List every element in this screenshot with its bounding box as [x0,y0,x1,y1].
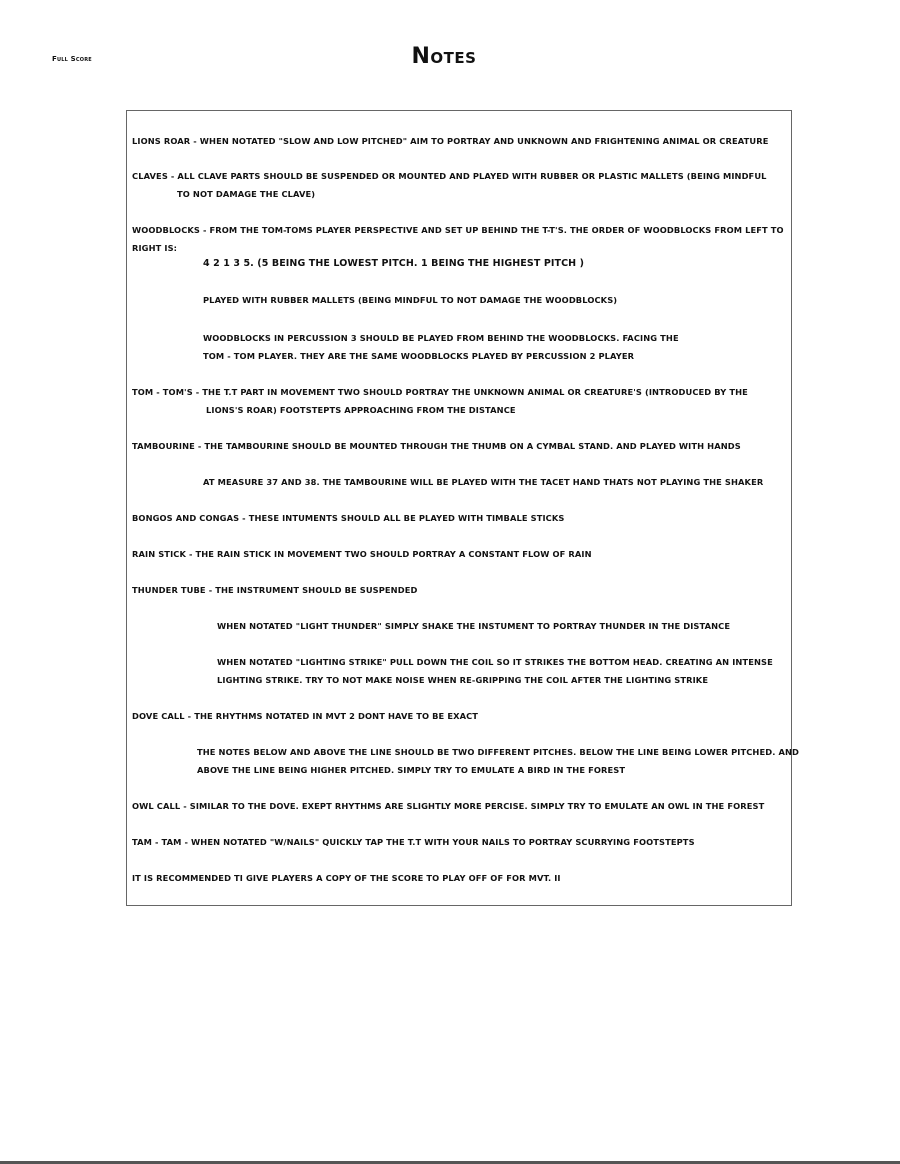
note-line: RIGHT IS: [132,243,178,253]
note-line: DOVE CALL - THE RHYTHMS NOTATED IN MVT 2 DONT HAVE TO BE EXACT [132,711,479,721]
note-line: IT IS RECOMMENDED TI GIVE PLAYERS A COPY OF THE SCORE TO PLAY OFF OF FOR MVT. II [132,873,561,883]
page-title: Notes [411,44,477,69]
note-line: AT MEASURE 37 AND 38. THE TAMBOURINE WILL BE PLAYED WITH THE TACET HAND THATS NOT PLAYING THE SHAKER [203,477,764,487]
full-score-label: Full Score [52,55,92,63]
note-line: CLAVES - ALL CLAVE PARTS SHOULD BE SUSPENDED OR MOUNTED AND PLAYED WITH RUBBER OR PLASTIC MALLETS (BEING MINDFUL [132,171,767,181]
note-line: LIONS'S ROAR) FOOTSTEPTS APPROACHING FROM THE DISTANCE [206,405,516,415]
note-line: THUNDER TUBE - THE INSTRUMENT SHOULD BE SUSPENDED [132,585,418,595]
note-line: TAM - TAM - WHEN NOTATED "W/NAILS" QUICKLY TAP THE T.T WITH YOUR NAILS TO PORTRAY SCURRYING FOOTSTEPTS [132,837,695,847]
note-line: TOM - TOM PLAYER. THEY ARE THE SAME WOODBLOCKS PLAYED BY PERCUSSION 2 PLAYER [203,351,635,361]
note-line: LIGHTING STRIKE. TRY TO NOT MAKE NOISE WHEN RE-GRIPPING THE COIL AFTER THE LIGHTING STRIKE [217,675,709,685]
note-line: WOODBLOCKS IN PERCUSSION 3 SHOULD BE PLAYED FROM BEHIND THE WOODBLOCKS. FACING THE [203,333,679,343]
note-line: ABOVE THE LINE BEING HIGHER PITCHED. SIMPLY TRY TO EMULATE A BIRD IN THE FOREST [197,765,626,775]
note-line: TOM - TOM'S - THE T.T PART IN MOVEMENT TWO SHOULD PORTRAY THE UNKNOWN ANIMAL OR CREATURE'S (INTRODUCED BY THE [132,387,748,397]
note-line: THE NOTES BELOW AND ABOVE THE LINE SHOULD BE TWO DIFFERENT PITCHES. BELOW THE LINE BEING LOWER PITCHED. AND [197,747,800,757]
note-line: WHEN NOTATED "LIGHT THUNDER" SIMPLY SHAKE THE INSTUMENT TO PORTRAY THUNDER IN THE DISTANCE [217,621,731,631]
note-line: WHEN NOTATED "LIGHTING STRIKE" PULL DOWN THE COIL SO IT STRIKES THE BOTTOM HEAD. CREATING AN INTENSE [217,657,773,667]
note-line: PLAYED WITH RUBBER MALLETS (BEING MINDFUL TO NOT DAMAGE THE WOODBLOCKS) [203,295,618,305]
note-line: TAMBOURINE - THE TAMBOURINE SHOULD BE MOUNTED THROUGH THE THUMB ON A CYMBAL STAND. AND PLAYED WITH HANDS [132,441,741,451]
note-line: WOODBLOCKS - FROM THE TOM-TOMS PLAYER PERSPECTIVE AND SET UP BEHIND THE T-T'S. THE ORDER OF WOODBLOCKS FROM LEFT TO [132,225,784,235]
note-line: LIONS ROAR - WHEN NOTATED "SLOW AND LOW PITCHED" AIM TO PORTRAY AND UNKNOWN AND FRIGHTENING ANIMAL OR CREATURE [132,136,769,146]
note-line: BONGOS AND CONGAS - THESE INTUMENTS SHOULD ALL BE PLAYED WITH TIMBALE STICKS [132,513,565,523]
note-line: RAIN STICK - THE RAIN STICK IN MOVEMENT TWO SHOULD PORTRAY A CONSTANT FLOW OF RAIN [132,549,592,559]
note-line: TO NOT DAMAGE THE CLAVE) [177,189,316,199]
note-line: 4 2 1 3 5. (5 BEING THE LOWEST PITCH. 1 BEING THE HIGHEST PITCH ) [203,258,585,269]
note-line: OWL CALL - SIMILAR TO THE DOVE. EXEPT RHYTHMS ARE SLIGHTLY MORE PERCISE. SIMPLY TRY TO EMULATE AN OWL IN THE FOREST [132,801,765,811]
notes-box [126,110,800,906]
